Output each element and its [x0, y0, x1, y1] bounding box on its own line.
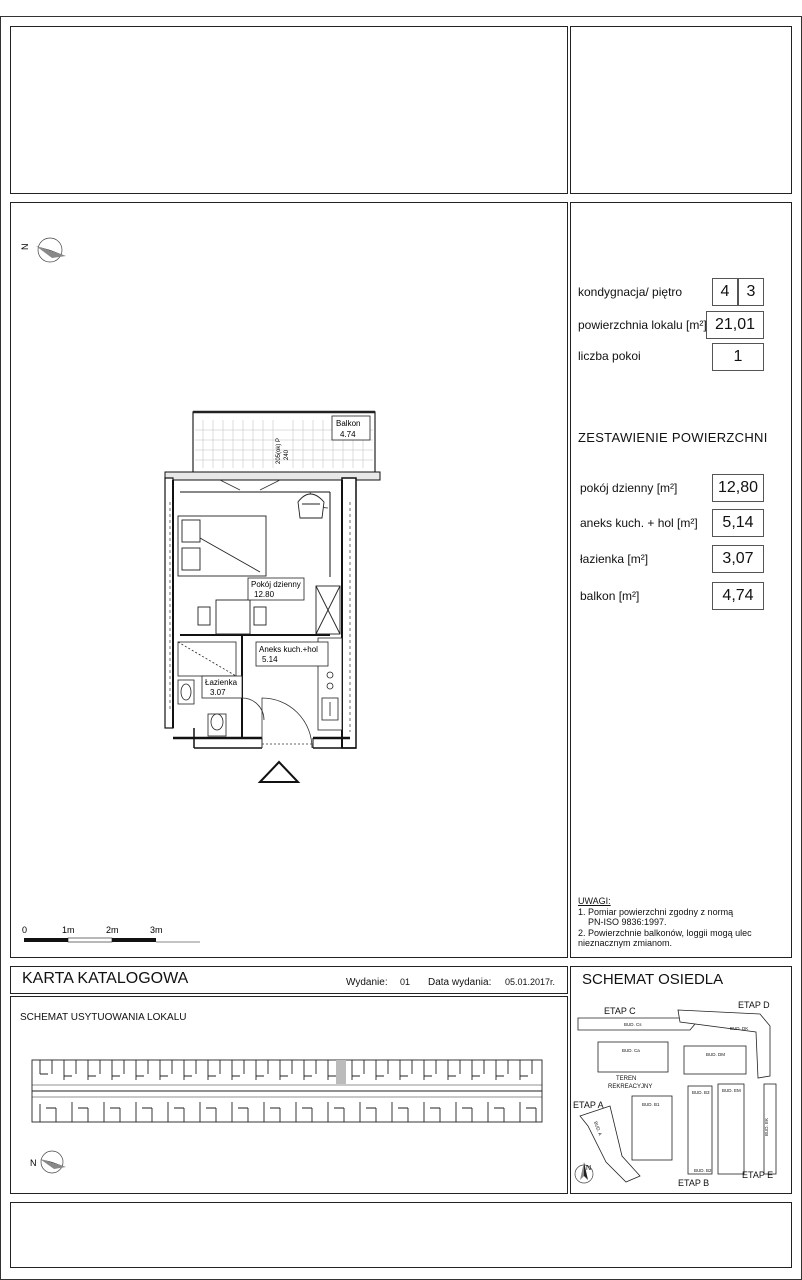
bed-icon — [178, 516, 266, 576]
header-right-box — [570, 26, 792, 194]
wardrobe-icon — [316, 586, 340, 634]
dimension-b: 240 — [284, 449, 290, 460]
teren-line-2: REKREACYJNY — [608, 1084, 653, 1090]
room-labels — [202, 578, 328, 698]
scale-2: 2m — [106, 925, 119, 935]
summary-label-4: balkon [m²] — [580, 589, 640, 603]
floor-value-1: 4 — [712, 278, 738, 306]
scale-0: 0 — [22, 925, 28, 935]
bud-cs: BUD. Cs — [624, 1022, 642, 1027]
floor-label: kondygnacja/ piętro — [578, 285, 683, 299]
etap-b: ETAP B — [678, 1178, 710, 1188]
bud-a: BUD. A — [593, 1120, 603, 1137]
bud-em: BUD. EM — [722, 1088, 741, 1093]
floor-value-2: 3 — [738, 278, 764, 306]
etap-c: ETAP C — [604, 1006, 636, 1016]
bottom-strip — [10, 1202, 792, 1268]
living-room-name: Pokój dzienny — [251, 580, 301, 589]
date-value: 05.01.2017r. — [505, 977, 556, 987]
summary-heading: ZESTAWIENIE POWIERZCHNI — [578, 430, 768, 445]
summary-label-2: aneks kuch. + hol [m²] — [580, 516, 698, 530]
building-schematic — [10, 996, 568, 1194]
teren-line-1: TEREN — [616, 1076, 637, 1082]
area-value: 21,01 — [706, 311, 764, 339]
notes-line-2: PN-ISO 9836:1997. — [588, 917, 667, 927]
notes-title: UWAGI: — [578, 896, 611, 906]
scale-1: 1m — [62, 925, 75, 935]
dining-table-icon — [198, 600, 266, 634]
highlighted-unit — [336, 1060, 346, 1084]
etap-e: ETAP E — [742, 1170, 774, 1180]
bud-dm: BUD. DM — [706, 1052, 725, 1057]
notes-line-3: 2. Powierzchnie balkonów, loggii mogą ulec — [578, 927, 752, 938]
etap-d: ETAP D — [738, 1000, 770, 1010]
bud-b3: BUD. B3 — [692, 1090, 710, 1095]
location-compass-icon — [30, 1151, 66, 1173]
summary-value-1: 12,80 — [712, 474, 764, 502]
date-label: Data wydania: — [428, 977, 492, 988]
compass-icon — [20, 238, 66, 262]
rooms-value: 1 — [712, 343, 764, 371]
balcony-name: Balkon — [336, 419, 361, 428]
edition-label: Wydanie: — [346, 977, 388, 988]
kitchen-name: Aneks kuch.+hol — [259, 645, 318, 654]
summary-label-3: łazienka [m²] — [580, 552, 649, 566]
catalog-title: KARTA KATALOGOWA — [22, 970, 189, 987]
bud-ek: BUD. EK — [764, 1117, 769, 1136]
dimension-a: 205(ok) P — [276, 437, 282, 464]
entrance-arrow-icon — [260, 762, 298, 782]
estate-title: SCHEMAT OSIEDLA — [582, 971, 724, 988]
kitchen-area: 5.14 — [262, 655, 278, 664]
balcony — [193, 412, 375, 476]
balcony-area: 4.74 — [340, 430, 356, 439]
location-title: SCHEMAT USYTUOWANIA LOKALU — [20, 1012, 187, 1023]
summary-value-3: 3,07 — [712, 545, 764, 573]
summary-value-2: 5,14 — [712, 509, 764, 537]
bud-b1: BUD. B1 — [642, 1102, 660, 1107]
estate-compass-letter: N — [586, 1165, 592, 1172]
bathroom-area: 3.07 — [210, 688, 226, 697]
bud-dk: BUD. DK — [730, 1026, 749, 1031]
edition-value: 01 — [400, 977, 411, 987]
apartment-walls — [165, 472, 380, 748]
bud-b2: BUD. B2 — [694, 1168, 712, 1173]
summary-label-1: pokój dzienny [m²] — [580, 481, 678, 495]
bud-ca: BUD. Ca — [622, 1048, 640, 1053]
notes-line-4: nieznacznym zmianom. — [578, 938, 673, 948]
bathroom-name: Łazienka — [205, 678, 238, 687]
armchair-icon — [298, 494, 324, 518]
summary-value-4: 4,74 — [712, 582, 764, 610]
floor-plan — [10, 202, 568, 958]
scale-3: 3m — [150, 925, 163, 935]
notes — [578, 896, 752, 949]
living-room-area: 12.80 — [254, 590, 275, 599]
header-left-box — [10, 26, 568, 194]
estate-compass-icon — [575, 1162, 593, 1183]
compass-letter: N — [20, 243, 30, 250]
rooms-label: liczba pokoi — [578, 349, 641, 363]
etap-a: ETAP A — [573, 1100, 604, 1110]
scale-bar — [22, 925, 200, 942]
area-label: powierzchnia lokalu [m²] — [578, 318, 707, 332]
notes-line-1: 1. Pomiar powierzchni zgodny z normą — [578, 906, 734, 917]
location-compass-letter: N — [30, 1158, 37, 1168]
estate-map — [570, 966, 792, 1194]
